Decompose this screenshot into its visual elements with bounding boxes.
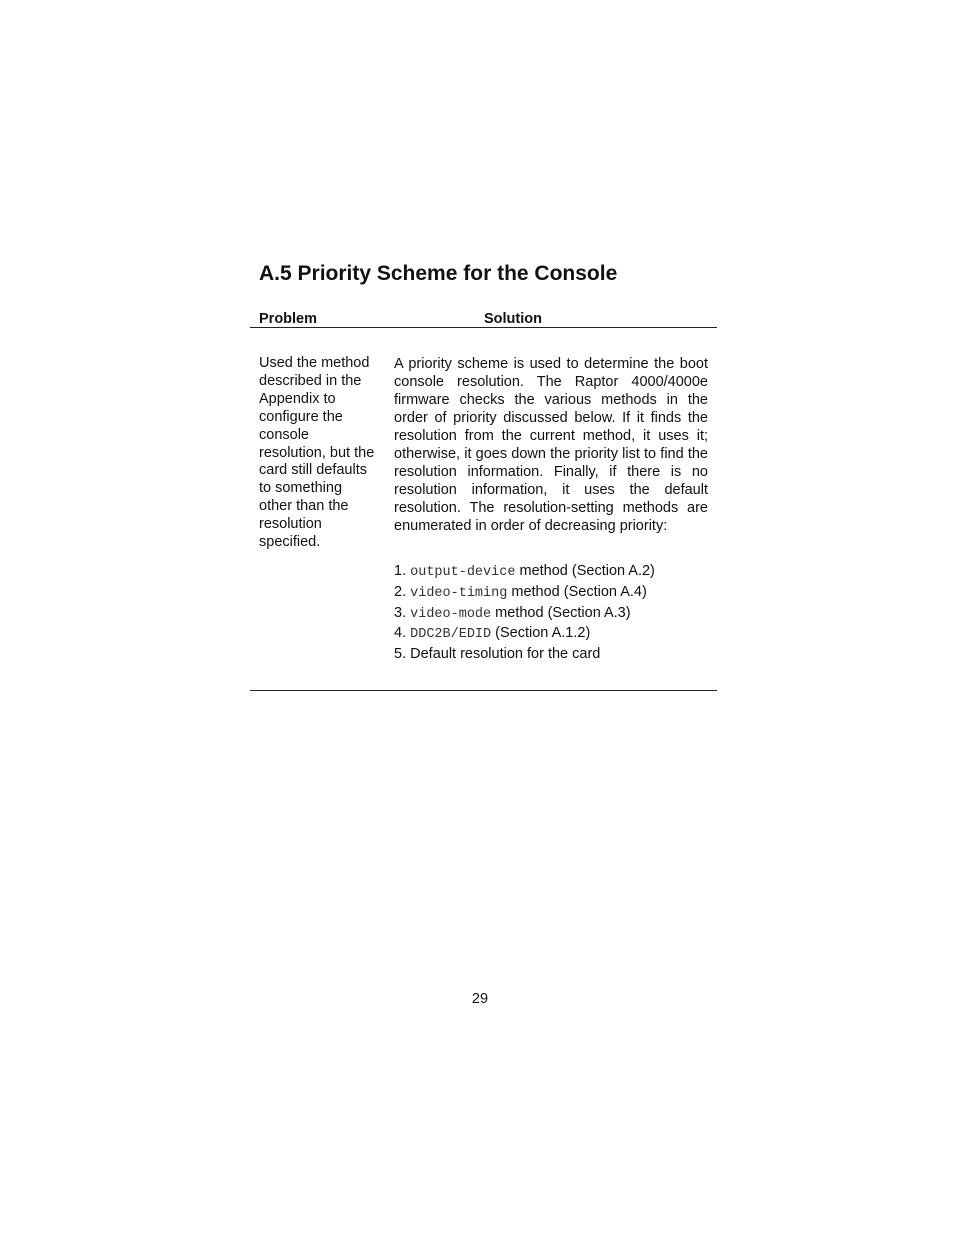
list-item <box>394 624 714 645</box>
page-number: 29 <box>471 991 489 1007</box>
list-item <box>394 583 714 604</box>
solution-text: A priority scheme is used to determine the boot console resolution. The Raptor 4000/4000e firmware checks the various methods in the order of priority discussed below. If it finds the resolution from the current method, it uses it; otherwise, it goes down the priority list to find the resolution information. Finally, if there is no resolution information, it uses the default resolution. The resolution-setting methods are enumerated in order of decreasing priority: <box>394 356 708 534</box>
list-item <box>394 562 714 583</box>
method-code: output-device <box>410 565 516 580</box>
column-header-problem: Problem <box>259 311 318 327</box>
table-header-rule <box>250 327 717 328</box>
method-code: video-timing <box>410 585 508 601</box>
list-item-number: 4. <box>394 625 407 642</box>
list-item-text: Default resolution for the card <box>410 646 601 663</box>
table-bottom-rule <box>250 690 717 691</box>
list-item-number: 3. <box>394 604 407 621</box>
column-header-solution: Solution <box>484 311 542 327</box>
list-item-number: 5. <box>394 646 407 663</box>
problem-text: Used the method described in the Appendix to configure the console resolution, but the card still defaults to something other than the resolution specified. <box>259 355 375 551</box>
list-item-number: 1. <box>394 563 407 579</box>
list-item-text: method (Section A.3) <box>495 604 631 621</box>
priority-method-list <box>394 562 714 664</box>
list-item-number: 2. <box>394 583 407 600</box>
list-item <box>394 604 714 625</box>
list-item-text: method (Section A.2) <box>519 563 655 579</box>
list-item-text: method (Section A.4) <box>511 583 647 600</box>
page-number-footer <box>0 991 954 1007</box>
section-title: A.5 Priority Scheme for the Console <box>259 262 618 285</box>
method-code: video-mode <box>410 606 492 622</box>
method-code: DDC2B/EDID <box>410 627 492 643</box>
list-item <box>394 645 714 664</box>
list-item-text: (Section A.1.2) <box>495 625 591 642</box>
